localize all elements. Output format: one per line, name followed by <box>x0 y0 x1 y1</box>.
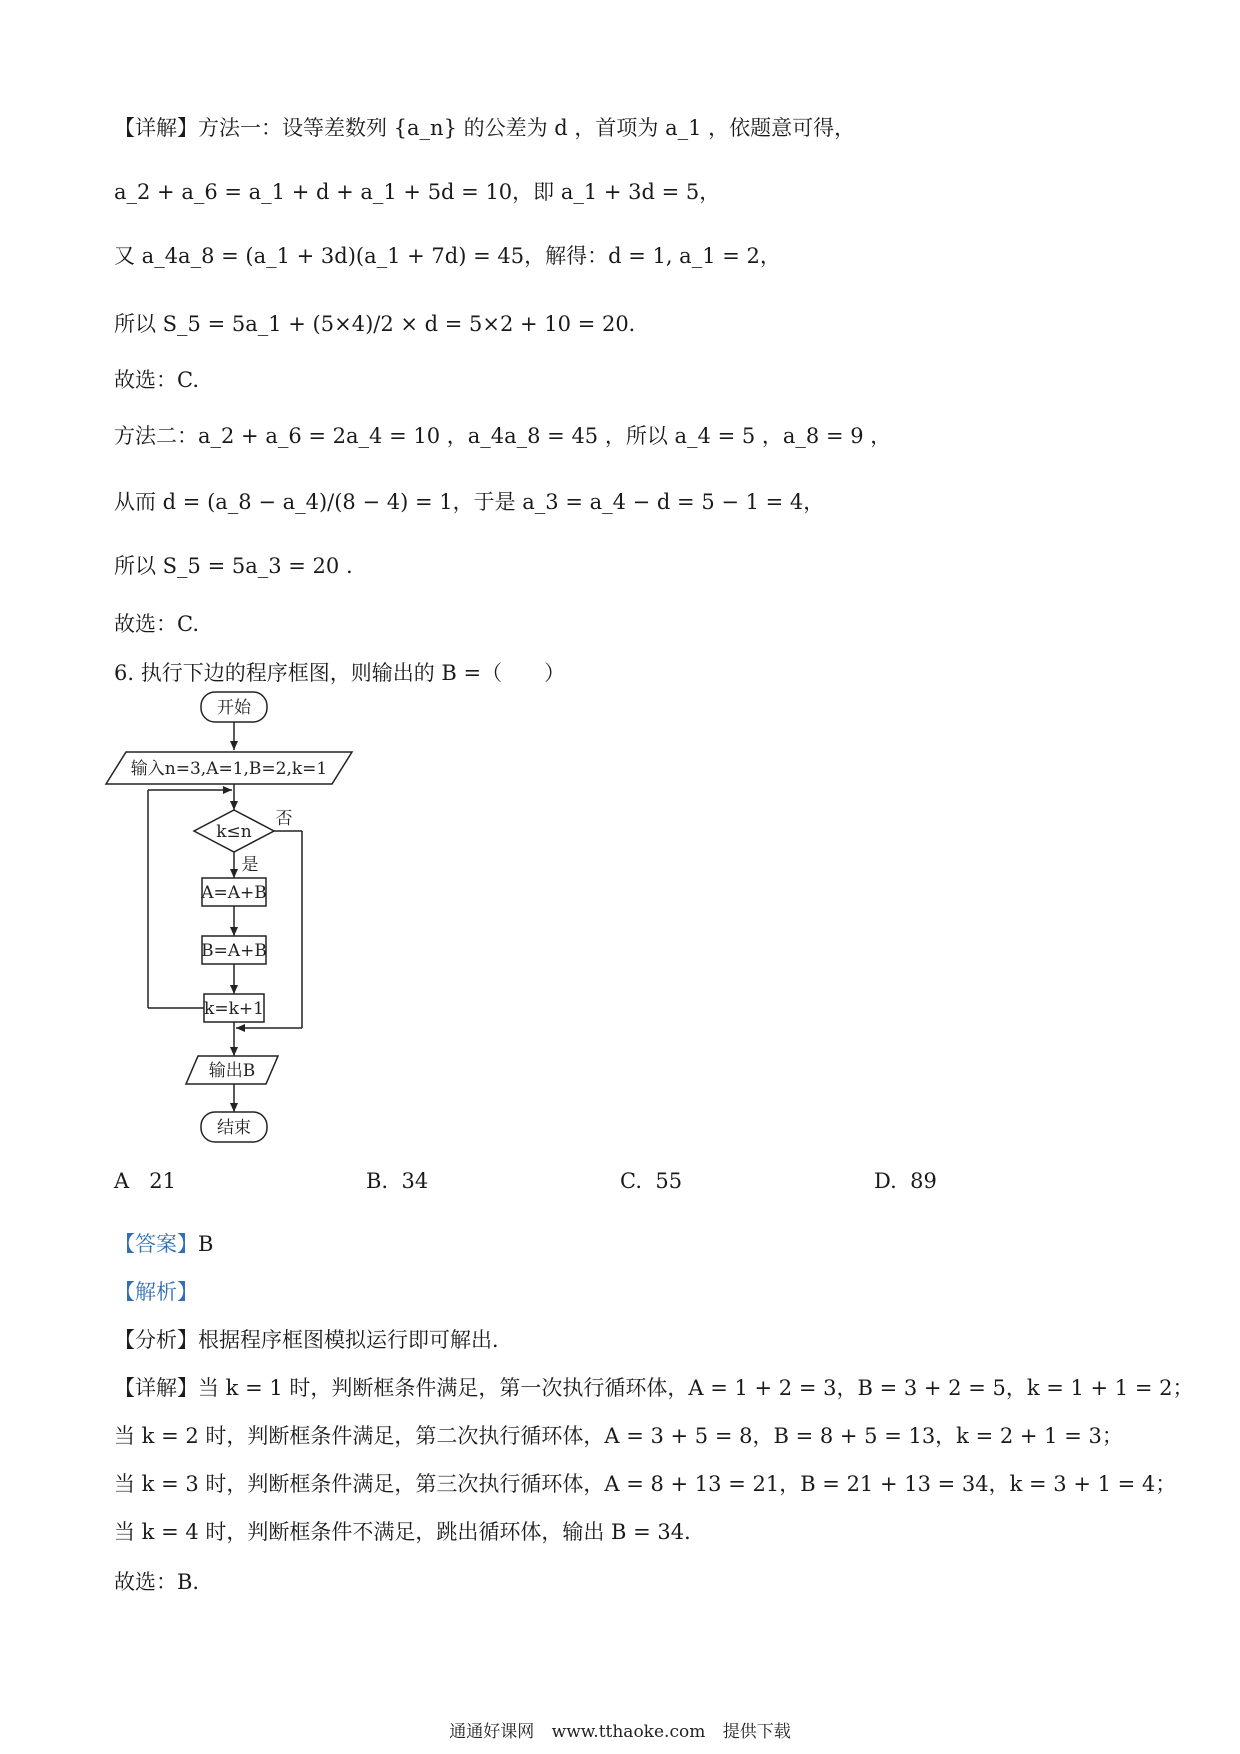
method2-choice: 故选：C. <box>114 612 199 636</box>
option-a-value: 21 <box>149 1169 176 1193</box>
solution-step-3: 当 k = 3 时，判断框条件满足，第三次执行循环体，A = 8 + 13 = 21，B = 21 + 13 = 34，k = 3 + 1 = 4； <box>114 1472 1177 1496</box>
flowchart-condition-label: k≤n <box>216 822 252 842</box>
flowchart-no-label: 否 <box>275 809 293 829</box>
solution-analysis: 【分析】根据程序框图模拟运行即可解出． <box>114 1328 513 1352</box>
flowchart-step3-label: k=k+1 <box>204 999 264 1019</box>
method2-equation-2: 从而 d = (a_8 − a_4)/(8 − 4) = 1，于是 a_3 = a_4 − d = 5 − 1 = 4， <box>114 490 825 514</box>
footer-note: 提供下载 <box>722 1722 791 1742</box>
footer-site-name: 通通好课网 <box>449 1722 535 1742</box>
flowchart-input-label: 输入n=3,A=1,B=2,k=1 <box>130 759 328 779</box>
option-d <box>874 1167 937 1195</box>
method1-equation-3: 所以 S_5 = 5a_1 + (5×4)/2 × d = 5×2 + 10 = 20． <box>114 312 650 336</box>
solution-step-4: 当 k = 4 时，判断框条件不满足，跳出循环体，输出 B = 34． <box>114 1520 706 1544</box>
method1-equation-2: 又 a_4a_8 = (a_1 + 3d)(a_1 + 7d) = 45，解得：d = 1, a_1 = 2， <box>114 244 781 268</box>
analysis-tag: 【解析】 <box>114 1280 198 1304</box>
solution-step-1: 【详解】当 k = 1 时，判断框条件满足，第一次执行循环体，A = 1 + 2 = 3，B = 3 + 2 = 5，k = 1 + 1 = 2； <box>114 1376 1194 1400</box>
method1-choice: 故选：C. <box>114 368 199 392</box>
option-c-label: C. <box>620 1169 642 1193</box>
option-b-value: 34 <box>401 1169 429 1193</box>
answer-line <box>114 1230 213 1258</box>
flowchart-step1-label: A=A+B <box>201 883 267 903</box>
flowchart-yes-label: 是 <box>241 855 259 875</box>
solution-choice: 故选：B. <box>114 1570 200 1594</box>
option-d-label: D. <box>874 1169 897 1193</box>
option-c-value: 55 <box>655 1169 683 1193</box>
flowchart-start-label: 开始 <box>217 698 251 718</box>
flowchart-step2-label: B=A+B <box>201 941 267 961</box>
method2-equation-1: 方法二：a_2 + a_6 = 2a_4 = 10 ，a_4a_8 = 45 ，所以 a_4 = 5 ，a_8 = 9 ， <box>114 424 892 448</box>
method1-equation-1: a_2 + a_6 = a_1 + d + a_1 + 5d = 10，即 a_1 + 3d = 5， <box>114 180 721 204</box>
option-b <box>366 1167 428 1195</box>
solution-step-2: 当 k = 2 时，判断框条件满足，第二次执行循环体，A = 3 + 5 = 8，B = 8 + 5 = 13，k = 2 + 1 = 3； <box>114 1424 1123 1448</box>
flowchart-output-label: 输出B <box>208 1061 256 1081</box>
flowchart <box>100 690 430 1160</box>
option-b-label: B. <box>366 1169 389 1193</box>
answer-tag: 【答案】 <box>114 1232 198 1256</box>
option-a-label: A <box>114 1169 130 1193</box>
option-d-value: 89 <box>910 1169 937 1193</box>
option-c <box>620 1167 682 1195</box>
option-a <box>114 1167 176 1195</box>
footer-url[interactable]: www.tthaoke.com <box>551 1722 706 1742</box>
answer-value: B <box>198 1232 214 1256</box>
question-text: 6. 执行下边的程序框图，则输出的 B =（ ） <box>114 661 566 685</box>
page-footer <box>0 1720 1240 1744</box>
method2-equation-3: 所以 S_5 = 5a_3 = 20 . <box>114 554 353 578</box>
method1-heading: 【详解】方法一：设等差数列 {a_n} 的公差为 d ，首项为 a_1 ，依题意可得， <box>114 116 856 140</box>
flowchart-end-label: 结束 <box>217 1118 251 1138</box>
